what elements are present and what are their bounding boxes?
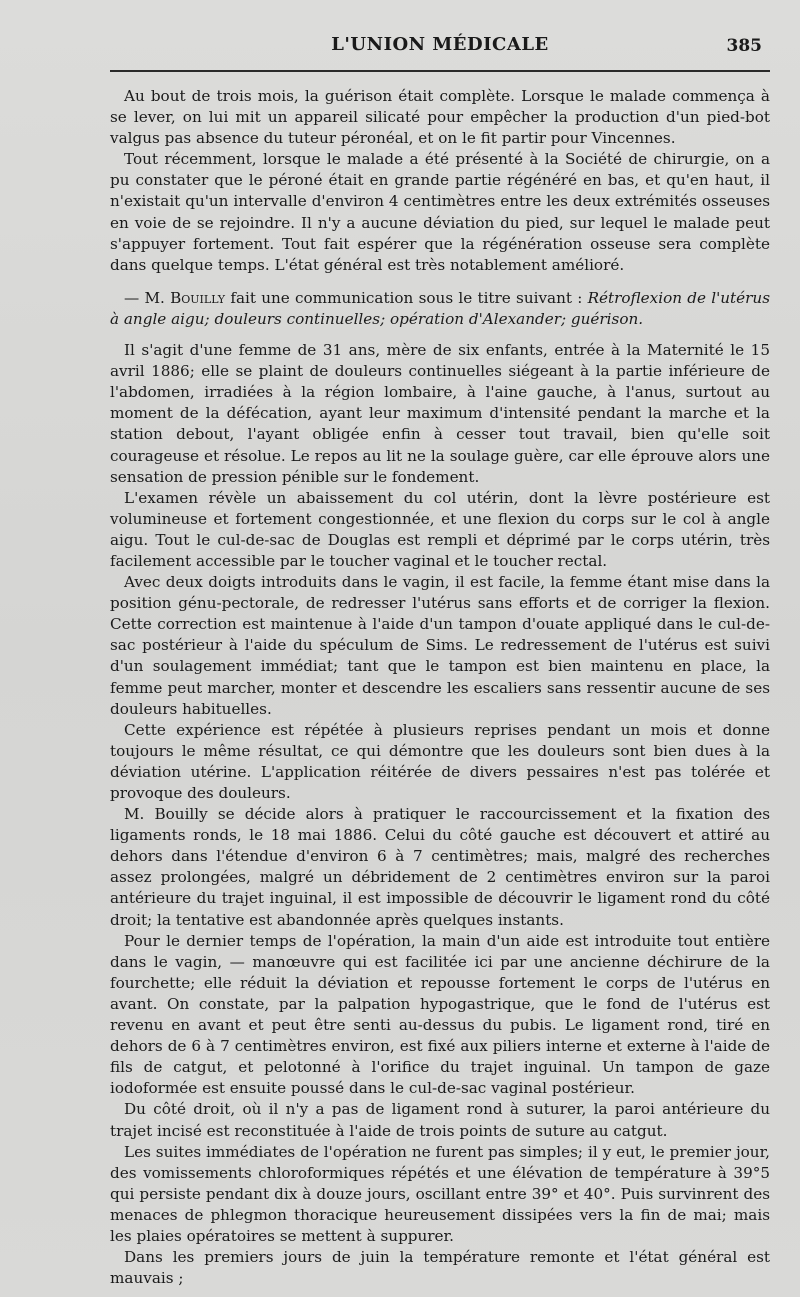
paragraph: L'examen révèle un abaissement du col utérin, dont la lèvre postérieure est volumineuse et fortement congestionnée, et une flexion du corps sur le col à angle aigu. Tout le cul-de-sac de Douglas est rempli et déprimé par le corps utérin, très facilement accessible par le toucher vaginal et le toucher rectal. (110, 488, 770, 570)
page-number: 385 (726, 36, 762, 56)
communication-author: Bouilly (170, 288, 226, 307)
header-rule (110, 70, 770, 72)
paragraph: Avec deux doigts introduits dans le vagin, il est facile, la femme étant mise dans la position génu-pectorale, de redresser l'utérus sans efforts et de corriger la flexion. Cette correction est maintenue à l'aide d'un tampon d'ouate appliqué dans le cul-de-sac postérieur à l'aide du spéculum de Sims. Le redressement de l'utérus est suivi d'un soulagement immédiat; tant que le tampon est bien maintenu en place, la femme peut marcher, monter et descendre les escaliers sans ressentir aucune de ses douleurs habituelles. (110, 573, 770, 718)
paragraph: Les suites immédiates de l'opération ne furent pas simples; il y eut, le premier jour, des vomissements chloroformiques répétés et une élévation de température à 39°5 qui persiste pendant dix à douze jours, oscillant entre 39° et 40°. Puis survinrent des menaces de phlegmon thoracique heureusement dissipées vers la fin de mai; mais les plaies opératoires se mettent à suppurer. (110, 1142, 770, 1245)
communication-paragraph (110, 288, 770, 330)
paragraph: Tout récemment, lorsque le malade a été présenté à la Société de chirurgie, on a pu constater que le péroné était en grande partie régénéré en bas, et qu'en haut, il n'existait qu'un intervalle d'environ 4 centimètres entre les deux extrémités osseuses en voie de se rejoindre. Il n'y a aucune déviation du pied, sur lequel le malade peut s'appuyer fortement. Tout fait espérer que la régénération osseuse sera complète dans quelque temps. L'état général est très notablement amélioré. (110, 150, 770, 274)
running-head: L'UNION MÉDICALE (331, 34, 549, 55)
communication-prefix: — M. (124, 288, 171, 307)
article-body (110, 86, 770, 1289)
paragraph: M. Bouilly se décide alors à pratiquer le raccourcissement et la fixation des ligaments ronds, le 18 mai 1886. Celui du côté gauche est découvert et attiré au dehors dans l'étendue d'environ 6 à 7 centimètres; mais, malgré des recherches assez prolongées, malgré un débridement de 2 centimètres environ sur la paroi antérieure du trajet inguinal, il est impossible de découvrir le ligament rond du côté droit; la tentative est abandonnée après quelques instants. (110, 805, 770, 929)
paragraph: Il s'agit d'une femme de 31 ans, mère de six enfants, entrée à la Maternité le 15 avril 1886; elle se plaint de douleurs continuelles siégeant à la partie inférieure de l'abdomen, irradiées à la région lombaire, à l'aine gauche, à l'anus, surtout au moment de la défécation, ayant leur maximum d'intensité pendant la marche et la station debout, l'ayant obligée enfin à cesser tout travail, bien qu'elle soit courageuse et résolue. Le repos au lit ne la soulage guère, car elle éprouve alors une sensation de pression pénible sur le fondement. (110, 341, 770, 486)
paragraph: Du côté droit, où il n'y a pas de ligament rond à suturer, la paroi antérieure du trajet incisé est reconstituée à l'aide de trois points de suture au catgut. (110, 1100, 770, 1140)
communication-title: Rétroflexion de l'utérus à angle aigu; douleurs continuelles; opération d'Alexander; guérison. (110, 288, 770, 328)
paragraph: Au bout de trois mois, la guérison était complète. Lorsque le malade commença à se lever, on lui mit un appareil silicaté pour empêcher la production d'un pied-bot valgus pas absence du tuteur péronéal, et on le fit partir pour Vincennes. (110, 87, 770, 148)
paragraph: Pour le dernier temps de l'opération, la main d'un aide est introduite tout entière dans le vagin, — manœuvre qui est facilitée ici par une ancienne déchirure de la fourchette; elle réduit la déviation et repousse fortement le corps de l'utérus en avant. On constate, par la palpation hypogastrique, que le fond de l'utérus est revenu en avant et peut être senti au-dessus du pubis. Le ligament rond, tiré en dehors de 6 à 7 centimètres environ, est fixé aux piliers interne et externe à l'aide de fils de catgut, et pelotonné à l'orifice du trajet inguinal. Un tampon de gaze iodoformée est ensuite poussé dans le cul-de-sac vaginal postérieur. (110, 931, 770, 1098)
paragraph: Cette expérience est répétée à plusieurs reprises pendant un mois et donne toujours le même résultat, ce qui démontre que les douleurs sont bien dues à la déviation utérine. L'application réitérée de divers pessaires n'est pas tolérée et provoque des douleurs. (110, 720, 770, 802)
paragraph: Dans les premiers jours de juin la température remonte et l'état général est mauvais ; (110, 1248, 770, 1288)
communication-text: fait une communication sous le titre suivant : (225, 288, 588, 307)
page-header (110, 34, 770, 68)
